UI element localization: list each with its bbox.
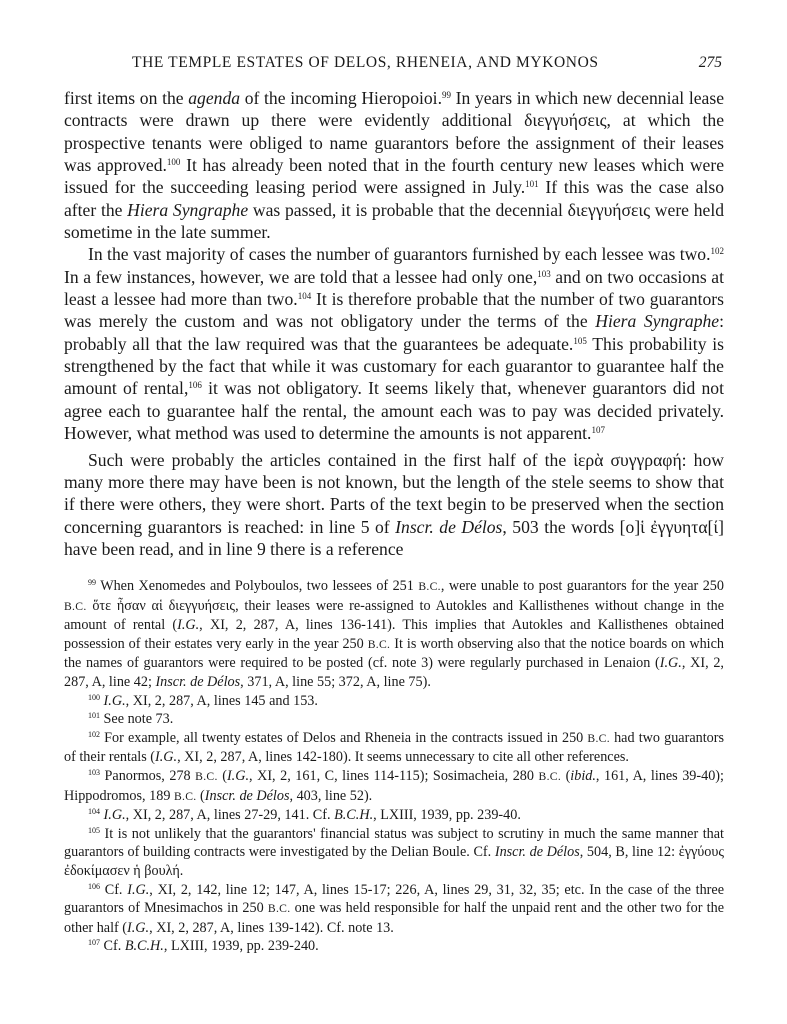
footnote-105: [64, 825, 724, 881]
text: have been read, and in line 9 there is a reference: [64, 538, 404, 559]
footnote-number: 101: [88, 711, 100, 721]
small-caps: B.C.: [538, 769, 562, 783]
text: , LXIII, 1939, pp. 239-240.: [163, 938, 319, 955]
small-caps: B.C.: [173, 789, 197, 803]
footnote-100: [64, 692, 724, 711]
text: it was not obligatory. It seems likely that, whenever guarantors did not agree each to guarantee half the rental, the amount each was to pay was decided privately. However, what method was used to determine the amounts is not apparent.: [64, 378, 724, 444]
main-text: [64, 87, 724, 560]
footnote-number: 105: [88, 825, 100, 835]
small-caps: B.C.: [267, 902, 291, 916]
text: , at which the prospective tenants were obliged to name guarantors before the assignment of their leases was approved.: [64, 110, 725, 176]
italic-text: I.G.: [226, 767, 250, 784]
italic-text: B.C.H.: [124, 938, 164, 955]
italic-text: B.C.H.: [334, 807, 374, 824]
footnote-ref[interactable]: 103: [537, 268, 551, 279]
footnote-106: [64, 881, 724, 938]
greek-text: ἱερὰ συγγραφή: [573, 449, 682, 470]
footnote-number: 100: [88, 692, 100, 702]
text: , 504, B, line 12:: [579, 844, 679, 861]
text: , 161, A, lines 39-40); Hippodromos, 189: [64, 767, 724, 804]
footnotes: [64, 577, 724, 956]
footnote-number: 99: [88, 578, 96, 587]
text: Panormos, 278: [100, 767, 196, 784]
text: , XI, 2, 287, A, lines 136-141). This implies that Autokles and Kallisthenes obtained possession of their estates very early in the year 250: [64, 617, 724, 652]
greek-text: διεγγυήσεις: [567, 199, 651, 220]
text: : how many more there may have been is not known, but the length of the stele seems to show that if there were others, they were short. Parts of the text begin to be preserved when the section concerning guarantors is reached: in line 5 of: [64, 449, 724, 537]
paragraph-3: [64, 449, 724, 561]
greek-text: διεγγυήσεις: [524, 110, 607, 131]
text: It is not unlikely that the guarantors' financial status was subject to scrutiny in much the same manner that guarantors of building contracts were investigated by the Delian Boule. Cf.: [64, 825, 724, 861]
text: If this was the case also after the: [64, 177, 724, 220]
italic-text: I.G.: [155, 749, 178, 766]
footnote-104: [64, 806, 724, 825]
italic-text: I.G.: [127, 881, 150, 898]
text: This probability is strengthened by the fact that while it was customary for each guarantor to guarantee half the amount of rental,: [64, 333, 724, 399]
paragraph-1: [64, 87, 724, 243]
text: , their leases were re-assigned to Autokles and Kallisthenes without change in the amount of rental (: [64, 597, 724, 634]
footnote-number: 104: [88, 807, 100, 817]
text: , XI, 2, 287, A, lines 139-142). Cf. note 13.: [149, 919, 394, 936]
page-number: 275: [698, 54, 722, 71]
italic-text: ibid.: [570, 767, 596, 784]
italic-text: I.G.: [659, 655, 682, 672]
text: , XI, 2, 287, A, lines 27-29, 141. Cf.: [125, 807, 335, 824]
text: In a few instances, however, we are told that a lessee had only one,: [64, 266, 538, 287]
text: When Xenomedes and Polyboulos, two lessees of 251: [96, 578, 419, 594]
text: , 371, A, line 55; 372, A, line 75).: [240, 673, 431, 690]
small-caps: B.C.: [418, 580, 441, 593]
greek-text: [ο]ἱ ἐγγυητα[ί]: [619, 516, 724, 537]
text: It is worth observing also that the notice boards on which the names of guarantors were required to be posted (cf. note 3) were regularly purchased in Lenaion (: [64, 635, 724, 672]
running-header: [64, 54, 724, 76]
text: , LXIII, 1939, pp. 239-40.: [373, 807, 521, 824]
footnote-ref[interactable]: 106: [188, 380, 202, 391]
greek-text: ἐγγύους ἐδοκίμασεν ἡ βουλή: [64, 844, 724, 879]
footnote-101: [64, 710, 724, 729]
footnote-ref[interactable]: 107: [591, 425, 605, 436]
text: and on two occasions at least a lessee had more than two.: [64, 266, 725, 310]
small-caps: B.C.: [587, 731, 610, 745]
text: (: [217, 767, 227, 784]
italic-text: Hiera Syngraphe: [595, 311, 720, 332]
italic-text: I.G.: [103, 692, 126, 709]
text: , XI, 2, 161, C, lines 114-115); Sosimacheia, 280: [249, 767, 539, 784]
text: , 503 the words: [502, 516, 620, 537]
italic-text: I.G.: [177, 617, 200, 634]
small-caps: B.C.: [367, 637, 391, 651]
footnote-102: [64, 729, 724, 767]
small-caps: B.C.: [195, 769, 218, 783]
text: one was held responsible for half the unpaid rent and the other two for the other half (: [64, 900, 724, 936]
text: In the vast majority of cases the number of guarantors furnished by each lessee was two.: [88, 244, 711, 265]
footnote-ref[interactable]: 105: [573, 335, 587, 346]
text: For example, all twenty estates of Delos and Rheneia in the contracts issued in 250: [100, 729, 588, 746]
footnote-103: [64, 767, 724, 806]
text: , 403, line 52).: [289, 787, 373, 804]
italic-text: Inscr. de Délos: [494, 844, 580, 861]
footnote-ref[interactable]: 104: [297, 291, 312, 302]
text: , were unable to post guarantors for the year 250: [440, 578, 724, 594]
text: were held sometime in the late summer.: [64, 199, 725, 243]
italic-text: I.G.: [127, 919, 150, 936]
footnote-107: [64, 937, 724, 956]
text: , XI, 2, 287, A, lines 145 and 153.: [125, 692, 318, 709]
footnote-ref[interactable]: 101: [525, 179, 539, 190]
text: In years in which new decennial lease contracts were drawn up there were evidently additional: [64, 88, 725, 131]
running-title: THE TEMPLE ESTATES OF DELOS, RHENEIA, AND MYKONOS: [132, 54, 599, 71]
footnote-number: 102: [88, 729, 100, 739]
text: (: [561, 767, 571, 784]
small-caps: B.C.: [64, 599, 87, 613]
italic-text: Inscr. de Délos: [204, 787, 290, 804]
text: , XI, 2, 287, A, lines 142-180). It seems unnecessary to cite all other references.: [177, 749, 629, 766]
footnote-99: [64, 577, 724, 692]
text: , XI, 2, 142, line 12; 147, A, lines 15-17; 226, A, lines 29, 31, 32, 35; etc. In the case of the three guarantors of Mnesimachos in 250: [64, 881, 725, 917]
text: Cf.: [100, 881, 128, 898]
text: first items on the: [64, 88, 189, 108]
text: of the incoming Hieropoioi.: [240, 88, 442, 108]
text: : probably all that the law required was that the guarantees be adequate.: [64, 311, 724, 354]
italic-text: I.G.: [103, 807, 126, 824]
text: had two guarantors of their rentals (: [64, 729, 725, 766]
footnote-number: 106: [88, 881, 100, 891]
text: It has already been noted that in the fourth century new leases which were issued for the succeeding leasing period were assigned in July.: [64, 155, 724, 198]
italic-text: agenda: [188, 88, 241, 108]
italic-text: Inscr. de Délos: [155, 673, 241, 690]
footnote-ref[interactable]: 100: [166, 157, 181, 168]
footnote-ref[interactable]: 102: [710, 246, 724, 257]
text: Cf.: [100, 938, 125, 955]
italic-text: Inscr. de Délos: [395, 516, 503, 537]
greek-text: ὅτε ἦσαν αἱ διεγγυήσεις: [92, 597, 236, 614]
text: See note 73.: [100, 711, 174, 728]
text: It is therefore probable that the number of two guarantors was merely the custom and was not obligatory under the terms of the: [64, 289, 724, 332]
footnote-ref[interactable]: 99: [441, 90, 451, 100]
text: (: [196, 787, 205, 804]
text: .: [179, 862, 184, 879]
footnote-number: 103: [88, 767, 100, 777]
italic-text: Hiera Syngraphe: [127, 199, 249, 220]
footnote-number: 107: [88, 938, 100, 948]
text: was passed, it is probable that the decennial: [248, 199, 568, 220]
text: , XI, 2, 287, A, line 42;: [64, 655, 724, 690]
text: Such were probably the articles contained in the first half of the: [88, 449, 574, 470]
paragraph-2: [64, 243, 724, 444]
